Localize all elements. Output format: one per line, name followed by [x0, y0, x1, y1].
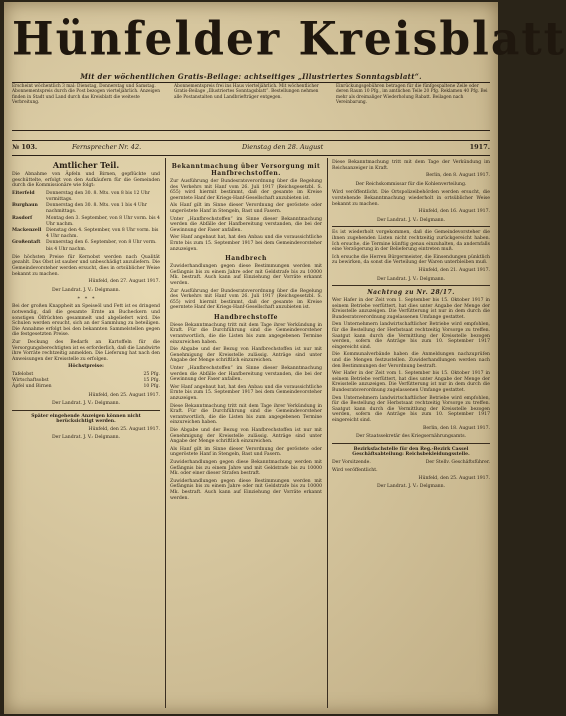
article-text: Zur Deckung des Bedarfs an Kartoffeln für die Versorgungsberechtigten ist es erforderlich, daß die Landwirte ihre Vorräte rechtzeitig anmelden. Die Lieferung hat nach den Anweisungen der Kreisstelle zu erfolgen. [12, 339, 160, 362]
column-right [332, 160, 490, 493]
table-row: Tafelobst 25 Pfg. [12, 371, 160, 377]
article-text: Die Abgabe und der Bezug von Hanfbrechstoffen ist nur mit Genehmigung der Kreisstelle zulässig. Anträge sind unter Angabe der Menge schriftlich einzureichen. [170, 427, 322, 445]
divider [12, 140, 490, 141]
article-text: Bei der großen Knappheit an Speiseöl und Fett ist es dringend notwendig, daß die gesamte Ernte an Bucheckern und sonstigen Ölfrüchten gesammelt und abgeliefert wird. Die Schulen werden ersucht, sich an der Sammlung zu beteiligen. Die Annahme erfolgt bei den bekannten Sammelstellen gegen die festgesetzten Preise. [12, 304, 160, 338]
article-text: Unter „Hanfbrechstoffen“ im Sinne dieser Bekanntmachung werden die Abfälle der Hanfbereitung verstanden, die bei der Gewinnung der Faser anfallen. [170, 216, 322, 233]
article-text: Diese Bekanntmachung tritt mit dem Tage ihrer Verkündung in Kraft. Für die Durchführung sind die Gemeindevorsteher verantwortlich, die die Listen bis zum angegebenen Termine einzureichen haben. [170, 322, 322, 345]
info-left: Erscheint wöchentlich 3 mal: Dienstag, Donnerstag und Samstag. Abonnementspreis durch die Post bezogen vierteljährlich. Anzeigen finden in Stadt und Land durch das Kreisblatt die weiteste Verbreitung. [12, 84, 160, 105]
signature-place: Hünfeld, den 25. August 1917. [418, 475, 490, 481]
table-row: Rasdorf Montag den 3. September, von 8 Uhr vorm. bis 4 Uhr nachm. [12, 215, 160, 227]
subheading: Handbrechstoffe [214, 313, 278, 321]
table-row: Der Vorsitzende. Der Stellv. Geschäftsführer. [332, 459, 490, 465]
section-heading: Bezirksfachstelle für den Reg.-Bezirk Cassel Geschäftsabteilung: Reichsbekleidungsstelle. [352, 446, 470, 458]
signature-place: Berlin, den 18. August 1917. [423, 425, 490, 431]
article-text: Zur Ausführung der Bundesratsverordnung über die Regelung des Verkehrs mit Hanf vom 26. Juli 1917 (Reichsgesetzbl. S. 655) wird hiermit bestimmt, daß der gesamte im Kreise geerntete Hanf der Kriegs-Hanf-Gesellschaft anzubieten ist. [170, 288, 322, 311]
prices-heading: Höchstpreise: [68, 364, 104, 370]
subheading: Handbrech [225, 255, 267, 263]
column-divider [165, 158, 166, 708]
signature-place: Hünfeld, den 25. August 1917. [88, 392, 160, 398]
signature-place: Hünfeld, den 25. August 1917. [88, 426, 160, 432]
article-text: Die Abgabe und der Bezug von Hanfbrechstoffen ist nur mit Genehmigung der Kreisstelle zulässig. Anträge sind unter Angabe der Menge schriftlich einzureichen. [170, 347, 322, 364]
masthead-subtitle: Mit der wöchentlichen Gratis-Beilage: achtseitiges „Illustriertes Sonntagsblatt“. [80, 72, 422, 81]
column-divider [327, 158, 328, 708]
divider [12, 155, 490, 156]
section-heading: Amtlicher Teil. [52, 160, 120, 170]
article-text: Den Unternehmern landwirtschaftlicher Betriebe wird empfohlen, für die Bestellung der Herbstsaat rechtzeitig Vorsorge zu treffen. Saatgut kann durch die Vermittlung der Kreisstelle bezogen werden, sofern die Anträge bis zum 10. September 1917 eingereicht sind. [332, 395, 490, 423]
signature-name: Der Landrat. J. V.: Delgmann. [51, 287, 121, 293]
article-text: Wer Hanf angebaut hat, hat den Anbau und die voraussichtliche Ernte bis zum 15. September 1917 bei dem Gemeindevorsteher anzuzeigen. [170, 235, 322, 252]
article-text: Wird veröffentlicht. [332, 468, 378, 474]
table-row: Eiterfeld Donnerstag den 30. 8. Mts. von 8 bis 12 Uhr vormittags. [12, 190, 150, 202]
issue-year: 1917. [469, 143, 490, 151]
article-text: Diese Bekanntmachung tritt mit dem Tage der Verkündung im Reichsanzeiger in Kraft. [332, 160, 490, 171]
divider [12, 130, 490, 131]
issue-date: Dienstag den 28. August [242, 143, 324, 151]
divider [332, 226, 490, 227]
article-text: Es ist wiederholt vorgekommen, daß die Gemeindevorsteher die ihnen zugehenden Listen nicht rechtzeitig zurückgereicht haben. Ich ersuche, die Termine künftig genau einzuhalten, da andernfalls eine Verzögerung in der Belieferung eintreten muß. [332, 230, 490, 253]
divider [12, 82, 490, 83]
signature-name: Der Staatssekretär des Kriegsernährungsamts. [355, 434, 467, 440]
table-row: Äpfel und Birnen 10 Pfg. [12, 384, 160, 390]
signature-place: Hünfeld, den 27. August 1917. [88, 279, 160, 285]
notice-text: Später eingehende Anzeigen können nicht berücksichtigt werden. [31, 413, 141, 425]
table-row: Mackenzell Dienstag den 4. September, von 8 Uhr vorm. bis 4 Uhr nachm. [12, 228, 159, 240]
info-bar [12, 84, 490, 128]
signature-place: Hünfeld, den 21. August 1917. [418, 267, 490, 273]
divider [332, 443, 490, 444]
article-text: Zuwiderhandlungen gegen diese Bekanntmachung werden mit Gefängnis bis zu einem Jahre und mit Geldstrafe bis zu 10000 Mk. oder einer dieser Strafen bestraft. [170, 459, 322, 477]
column-left [12, 160, 160, 444]
signature-name: Der Reichskommissar für die Kohlenverteilung. [355, 181, 467, 187]
article-text: Ich ersuche die Herren Bürgermeister, die Einsendungen pünktlich zu bewirken, da sonst die Verteilung der Waren unterbleiben muß. [332, 254, 490, 266]
signature-place: Berlin, den 8. August 1917. [425, 173, 490, 179]
article-text: Als Hanf gilt im Sinne dieser Verordnung der geröstete oder ungeröstete Hanf in Stengeln, Bast und Fasern. [170, 446, 322, 458]
signature-name: Der Landrat. J. V.: Delgmann. [51, 435, 121, 441]
article-text: Wird veröffentlicht. Die Ortspolizeibehörden werden ersucht, die vorstehende Bekanntmachung wiederholt in ortsüblicher Weise bekannt zu machen. [332, 190, 490, 207]
dateline [12, 142, 490, 154]
signature-name: Der Landrat. J. V.: Delgmann. [51, 401, 121, 407]
article-text: Den Unternehmern landwirtschaftlicher Betriebe wird empfohlen, für die Bestellung der Herbstsaat rechtzeitig Vorsorge zu treffen. Saatgut kann durch die Vermittlung der Kreisstelle bezogen werden, sofern die Anträge bis zum 10. September 1917 eingereicht sind. [332, 322, 490, 350]
separator: * * * [77, 296, 95, 303]
article-text: Wer Hafer in der Zeit vom 1. September bis 15. Oktober 1917 in seinem Betriebe verfüttert, hat dies unter Angabe der Menge der Kreisstelle anzuzeigen. Die Verfütterung ist nur in dem durch die Bundesratsverordnung zugelassenen Umfange gestattet. [332, 298, 490, 320]
table-row: Großentaft Donnerstag den 6. September, von 8 Uhr vorm. bis 4 Uhr nachm. [12, 240, 157, 252]
signature-table [332, 460, 490, 466]
article-text: Diese Bekanntmachung tritt mit dem Tage ihrer Verkündung in Kraft. Für die Durchführung sind die Gemeindevorsteher verantwortlich, die die Listen bis zum angegebenen Termine einzureichen haben. [170, 403, 322, 426]
signature-name: Der Landrat. J. V.: Delgmann. [376, 217, 446, 223]
signature-name: Der Landrat. J. V.: Delgmann. [376, 276, 446, 282]
table-row: Wirtschaftsobst 15 Pfg. [12, 378, 160, 384]
issue-number: № 103. [12, 143, 38, 151]
prices-table [12, 372, 160, 391]
article-text: Zuwiderhandlungen gegen diese Bestimmungen werden mit Gefängnis bis zu einem Jahre oder mit Geldstrafe bis zu 10000 Mk. bestraft. Auch kann auf Einziehung der Vorräte erkannt werden. [170, 478, 322, 501]
article-text: Die Kommunalverbände haben die Anmeldungen nachzuprüfen und die Mengen festzustellen. Zuwiderhandlungen werden nach den Bestimmungen der Verordnung bestraft. [332, 352, 490, 369]
signature-place: Hünfeld, den 16. August 1917. [418, 209, 490, 215]
signature-name: Der Landrat. J. V.: Delgmann. [376, 484, 446, 490]
article-text: Die höchsten Preise für Kernobst werden nach Qualität gezahlt. Das Obst ist sauber und unbeschädigt anzuliefern. Die Gemeindevorsteher werden ersucht, dies in ortsüblicher Weise bekannt zu machen. [12, 254, 160, 277]
section-heading: Nachtrag zu Nr. 28/17. [367, 289, 455, 297]
article-text: Die Abnahme von Äpfeln und Birnen, gepflückte und geschüttelte, erfolgt von den Aufkäufern für die Gemeinden durch die Kommissionäre wie folgt: [12, 172, 160, 189]
article-text: Als Hanf gilt im Sinne dieser Verordnung der geröstete oder ungeröstete Hanf in Stengeln, Bast und Fasern. [170, 203, 322, 214]
newspaper-page [4, 2, 566, 714]
masthead-title: Hünfelder Kreisblatt [12, 12, 566, 67]
article-text: Wer Hafer in der Zeit vom 1. September bis 15. Oktober 1917 in seinem Betriebe verfüttert, hat dies unter Angabe der Menge der Kreisstelle anzuzeigen. Die Verfütterung ist nur in dem durch die Bundesratsverordnung zugelassenen Umfange gestattet. [332, 371, 490, 393]
section-heading: Bekanntmachung über Versorgung mit Hanfbrechstoffen. [171, 163, 321, 177]
divider [332, 285, 490, 286]
schedule-table [12, 191, 160, 253]
article-text: Zur Ausführung der Bundesratsverordnung über die Regelung des Verkehrs mit Hanf vom 26. Juli 1917 (Reichsgesetzbl. S. 655) wird hiermit bestimmt, daß der gesamte im Kreise geerntete Hanf der Kriegs-Hanf-Gesellschaft anzubieten ist. [170, 179, 322, 201]
column-middle [170, 160, 322, 503]
phone-number: Fernsprecher Nr. 42. [72, 143, 142, 151]
article-text: Wer Hanf angebaut hat, hat den Anbau und die voraussichtliche Ernte bis zum 15. September 1917 bei dem Gemeindevorsteher anzuzeigen. [170, 384, 322, 401]
table-row: Burghaun Donnerstag den 30. 8. Mts. von 1 bis 4 Uhr nachmittags. [12, 203, 147, 215]
info-middle: Abonnementspreis frei ins Haus vierteljährlich. Mit wöchentlicher Gratis-Beilage „Illustriertes Sonntagsblatt“. Bestellungen nehmen alle Postanstalten und Landbriefträger entgegen. [174, 84, 319, 100]
article-text: Unter „Hanfbrechstoffen“ im Sinne dieser Bekanntmachung werden die Abfälle der Hanfbereitung verstanden, die bei der Gewinnung der Faser anfallen. [170, 366, 322, 383]
article-text: Zuwiderhandlungen gegen diese Bestimmungen werden mit Gefängnis bis zu einem Jahre oder mit Geldstrafe bis zu 10000 Mk. bestraft. Auch kann auf Einziehung der Vorräte erkannt werden. [170, 264, 322, 286]
divider [12, 410, 160, 411]
info-right: Einrückungsgebühren betragen für die fünfgespaltene Zeile oder deren Raum 10 Pfg., im amtlichen Teile 20 Pfg. Reklamen 40 Pfg. Bei mehr als dreimaliger Wiederholung Rabatt. Beilagen nach Vereinbarung. [336, 84, 488, 105]
